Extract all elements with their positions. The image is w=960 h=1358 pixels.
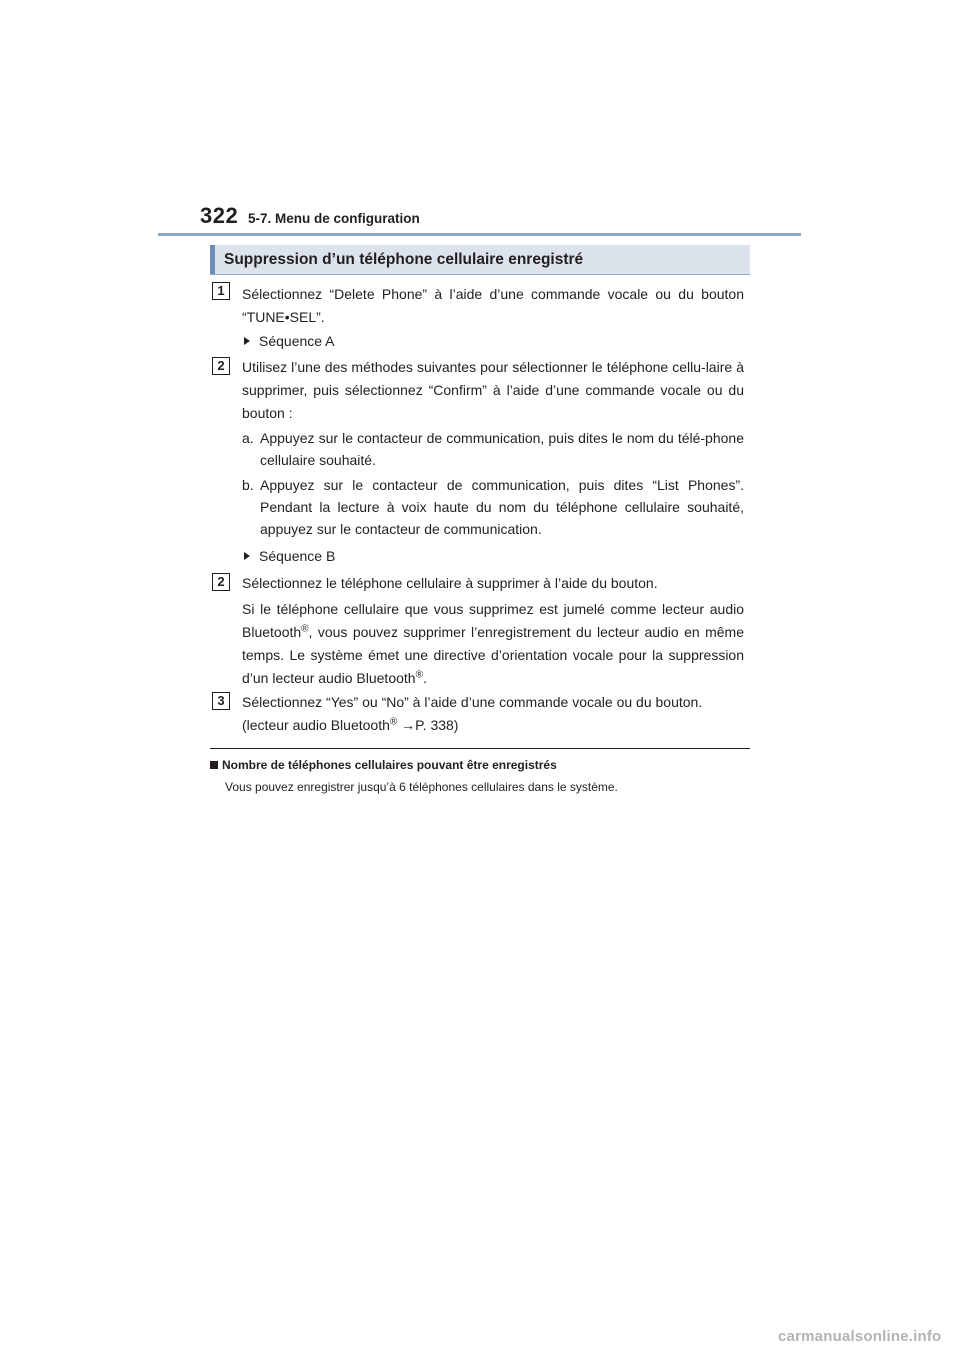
step-badge-2a: 2 — [212, 357, 230, 375]
option-b-marker: b. — [242, 477, 254, 493]
triangle-bullet-icon — [244, 552, 250, 560]
step-3-text — [242, 691, 744, 737]
sequence-a-text: Séquence A — [259, 333, 335, 349]
step-badge-1: 1 — [212, 282, 230, 300]
section-header-accent — [210, 245, 215, 274]
header-divider — [158, 233, 801, 236]
registered-mark: ® — [301, 623, 309, 635]
step-3-line-1: Sélectionnez “Yes” ou “No” à l’aide d’une commande vocale ou du bouton. — [242, 694, 703, 710]
option-a-marker: a. — [242, 430, 254, 446]
option-a — [242, 427, 744, 473]
triangle-bullet-icon — [244, 337, 250, 345]
section-title: Suppression d’un téléphone cellulaire enregistré — [224, 251, 584, 268]
step-badge-2b: 2 — [212, 573, 230, 591]
option-a-text: Appuyez sur le contacteur de communication, puis dites le nom du télé-phone cellulaire souhaité. — [260, 430, 744, 468]
step-3-line-2a: (lecteur audio Bluetooth — [242, 717, 390, 733]
sequence-b-label — [244, 546, 335, 566]
bluetooth-note-part-2: , vous pouvez supprimer l’enregistrement du lecteur audio en même temps. Le système émet une directive d’orientation vocale pour la suppression d’un lecteur audio Bluetooth — [242, 624, 744, 686]
registered-mark: ® — [389, 716, 398, 728]
step-2b-text: Sélectionnez le téléphone cellulaire à supprimer à l’aide du bouton. — [242, 575, 658, 591]
registered-mark: ® — [415, 669, 423, 681]
bluetooth-note-part-1: Si le téléphone cellulaire que vous supprimez est jumelé comme lecteur audio Bluetooth — [242, 601, 744, 640]
note-heading-text: Nombre de téléphones cellulaires pouvant être enregistrés — [222, 758, 557, 772]
note-heading — [210, 758, 557, 772]
bluetooth-note — [242, 598, 744, 690]
step-badge-3: 3 — [212, 692, 230, 710]
sequence-b-text: Séquence B — [259, 548, 336, 564]
page-number: 322 — [200, 203, 239, 228]
page-reference-link[interactable]: →P. 338) — [401, 717, 459, 733]
watermark: carmanualsonline.info — [778, 1328, 942, 1345]
step-2a-text: Utilisez l’une des méthodes suivantes pour sélectionner le téléphone cellu-laire à supprimer, puis sélectionnez “Confirm” à l’aide d’une commande vocale ou du bouton : — [242, 359, 744, 421]
step-1-text: Sélectionnez “Delete Phone” à l’aide d’une commande vocale ou du bouton “TUNE•SEL”. — [242, 286, 744, 325]
note-body: Vous pouvez enregistrer jusqu’à 6 téléphones cellulaires dans le système. — [225, 780, 618, 794]
option-b — [242, 474, 744, 542]
note-divider — [210, 748, 750, 749]
option-b-text: Appuyez sur le contacteur de communication, puis dites “List Phones”. Pendant la lecture à voix haute du nom du téléphone cellulaire souhaité, appuyez sur le contacteur de communication. — [260, 477, 744, 537]
bluetooth-note-part-3: . — [422, 670, 427, 686]
section-header — [210, 245, 750, 275]
square-bullet-icon — [210, 761, 218, 769]
sequence-a-label — [244, 331, 335, 351]
chapter-title: 5-7. Menu de configuration — [248, 211, 420, 226]
